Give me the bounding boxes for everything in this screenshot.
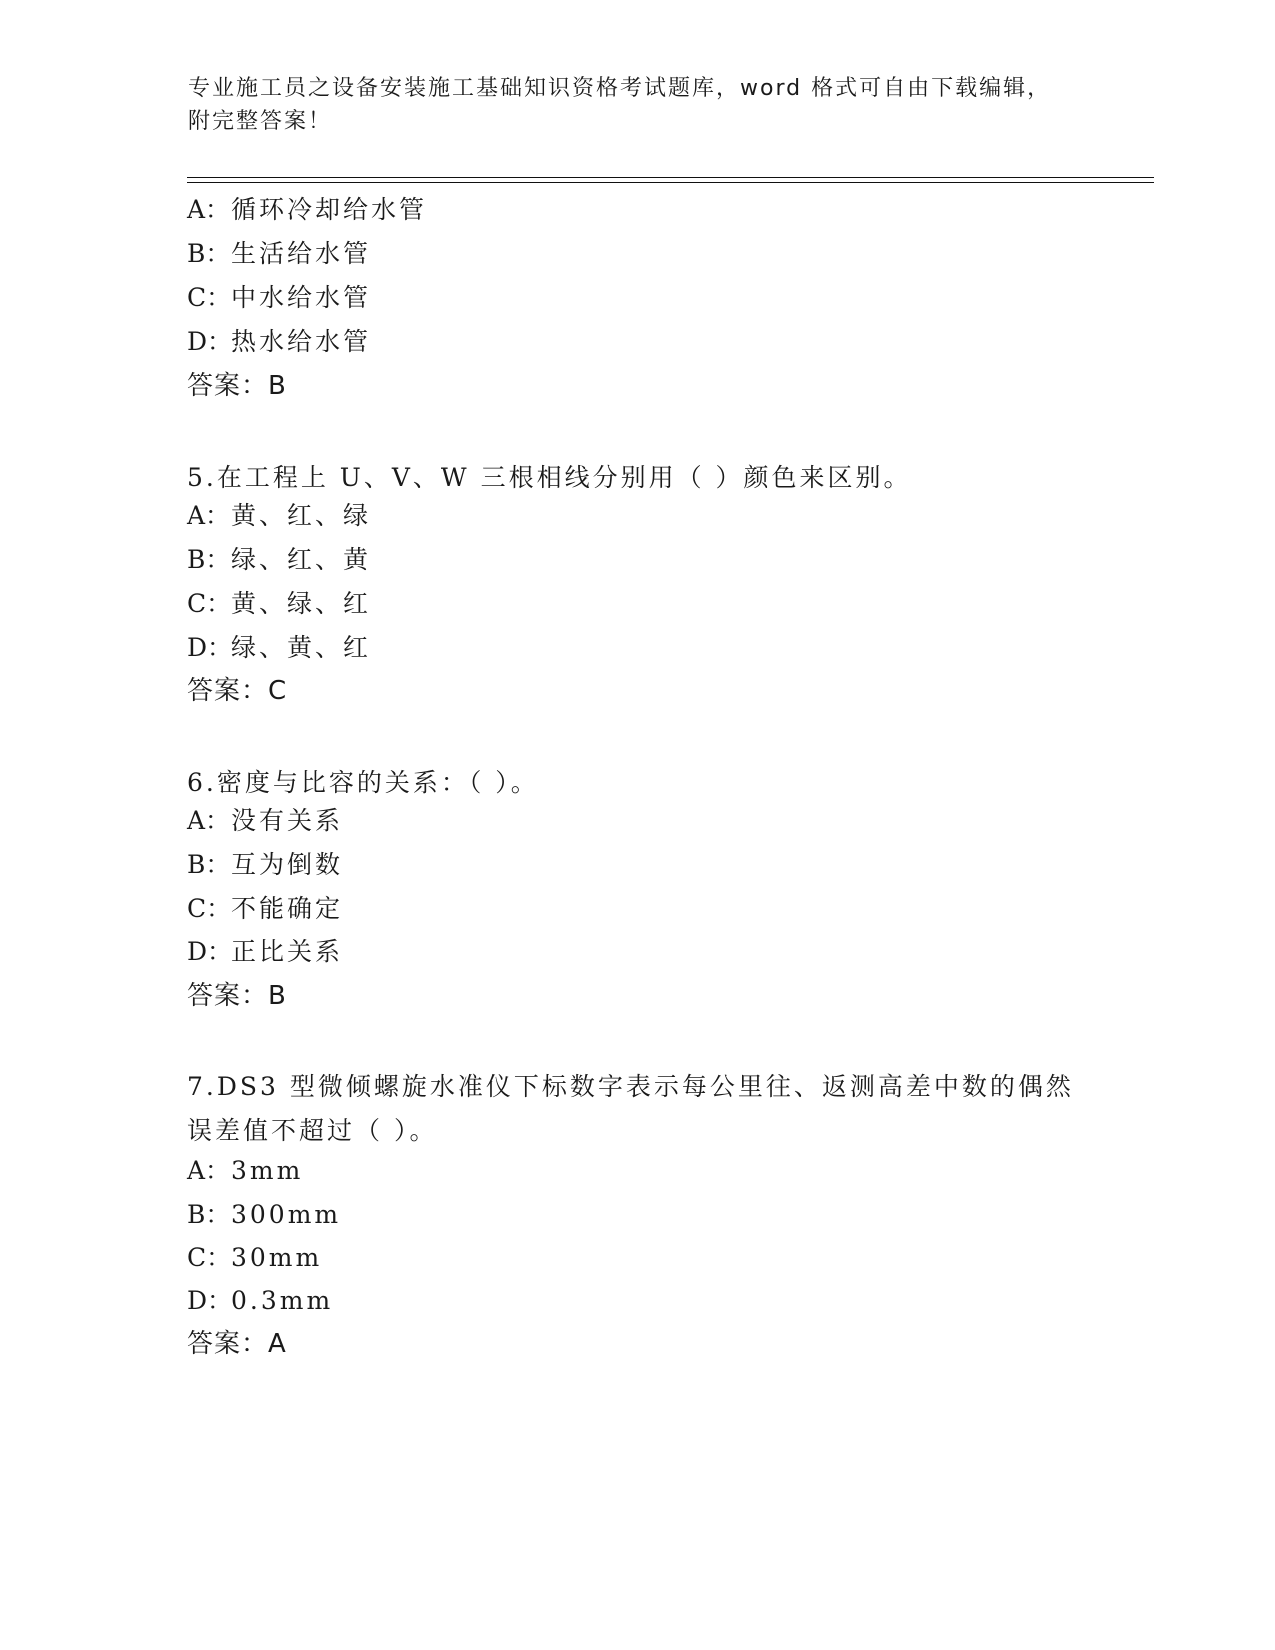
q4-option-d (187, 325, 371, 359)
option-text: 黄、红、绿 (231, 501, 372, 530)
option-text: 绿、黄、红 (231, 633, 372, 662)
option-text: 黄、绿、红 (231, 589, 372, 618)
option-text: 中水给水管 (231, 283, 372, 312)
q6-option-b (187, 848, 343, 882)
option-key: A： (187, 501, 231, 530)
q7-option-a (187, 1154, 303, 1188)
option-key: A： (187, 195, 231, 224)
option-key: A： (187, 806, 231, 835)
option-text: 互为倒数 (231, 850, 344, 879)
option-key: D： (187, 937, 233, 966)
q4-option-a (187, 193, 427, 227)
document-header (188, 72, 1088, 138)
divider-top (187, 177, 1154, 178)
q5-answer: 答案：C (187, 676, 288, 706)
option-text: 正比关系 (231, 937, 344, 966)
option-key: D： (187, 327, 233, 356)
option-key: C： (187, 1243, 232, 1272)
q5-option-a (187, 499, 371, 533)
option-text: 热水给水管 (231, 327, 372, 356)
option-text: 3mm (231, 1156, 304, 1185)
option-text: 循环冷却给水管 (231, 195, 428, 224)
q7-option-d (187, 1284, 333, 1318)
q6-answer: 答案：B (187, 981, 287, 1011)
option-key: B： (187, 239, 231, 268)
option-text: 绿、红、黄 (231, 545, 372, 574)
option-text: 300mm (231, 1200, 342, 1229)
q5-stem: 5.在工程上 U、V、W 三根相线分别用（ ）颜色来区别。 (187, 463, 912, 492)
q7-option-c (187, 1241, 322, 1275)
q5-option-c (187, 587, 371, 621)
header-line-2: 附完整答案！ (188, 109, 333, 134)
divider-bottom (187, 182, 1154, 183)
option-key: C： (187, 589, 232, 618)
option-text: 0.3mm (231, 1286, 334, 1315)
option-key: B： (187, 1200, 231, 1229)
option-text: 没有关系 (231, 806, 344, 835)
q6-option-a (187, 804, 343, 838)
q5-option-d (187, 631, 371, 665)
option-key: D： (187, 1286, 233, 1315)
q7-stem-line-1: 7.DS3 型微倾螺旋水准仪下标数字表示每公里往、返测高差中数的偶然 (187, 1072, 1074, 1101)
q4-answer: 答案：B (187, 371, 287, 401)
option-text: 不能确定 (231, 894, 344, 923)
q4-option-b (187, 237, 371, 271)
option-key: C： (187, 283, 232, 312)
q7-option-b (187, 1198, 341, 1232)
q5-option-b (187, 543, 371, 577)
header-line-1: 专业施工员之设备安装施工基础知识资格考试题库，word 格式可自由下载编辑， (188, 76, 1052, 101)
q4-option-c (187, 281, 371, 315)
option-key: B： (187, 850, 231, 879)
option-key: B： (187, 545, 231, 574)
option-key: D： (187, 633, 233, 662)
option-text: 生活给水管 (231, 239, 372, 268)
option-key: C： (187, 894, 232, 923)
option-key: A： (187, 1156, 231, 1185)
q6-option-c (187, 892, 343, 926)
option-text: 30mm (231, 1243, 323, 1272)
q6-option-d (187, 935, 343, 969)
q7-stem-line-2: 误差值不超过（ ）。 (187, 1116, 438, 1145)
q6-stem: 6.密度与比容的关系：（ ）。 (187, 768, 539, 797)
q7-answer: 答案：A (187, 1329, 287, 1359)
